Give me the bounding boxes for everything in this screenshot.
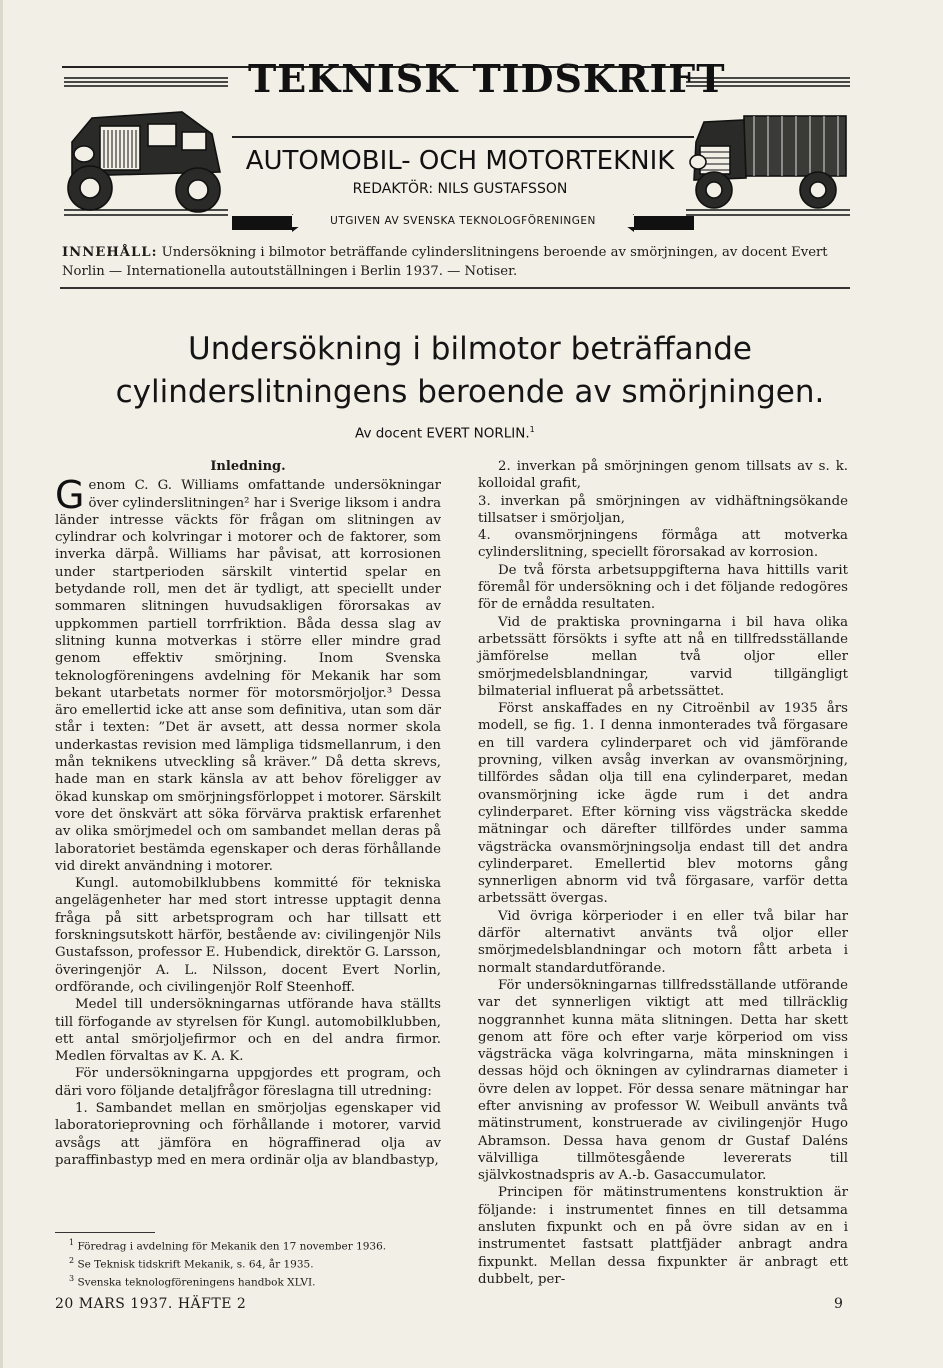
publisher-text: UTGIVEN AV SVENSKA TEKNOLOGFÖRENINGEN [292,215,634,227]
footnote [55,1236,441,1254]
paragraph: Principen för mätinstrumentens konstruktion är följande: i instrumentet finnes en till detsamma ansluten fixpunkt och en på övre sidan av en i instrumentet fastsatt plattfjäder anbragt andra fixpunkt. Mellan dessa fixpunkter är anbragt ett dubbelt, per- [478,1185,848,1287]
truck-illustration [684,72,852,220]
journal-title: TEKNISK TIDSKRIFT [248,56,726,101]
footnote-number: 3 [69,1274,75,1283]
masthead-rule-mid [232,136,694,138]
contents-text: Undersökning i bilmotor beträffande cylinderslitningens beroende av smörjningen, av docent Evert Norlin — Internationella autoutställningen i Berlin 1937. — Notiser. [62,245,828,279]
drop-cap: G [55,473,85,518]
contents-rule [60,287,850,289]
footnote-rule [55,1232,155,1233]
paragraph: För undersökningarna uppgjordes ett program, och däri voro följande detaljfrågor föreslagna till utredning: [55,1066,441,1099]
paragraph: Kungl. automobilklubbens kommitté för tekniska angelägenheter har med stort intresse upptagit denna fråga på sitt arbetsprogram och har tillsatt ett forskningsutskott härför, bestående av: civilingenjör Nils Gustafsson, professor E. Hubendick, direktör G. Larsson, överingenjör A. L. Nilsson, docent Evert Norlin, ordförande, och civilingenjör Rolf Steenhoff. [55,876,441,995]
paragraph: För undersökningarnas tillfredsställande utförande var det synnerligen viktigt att med tillräcklig noggrannhet kunna mäta slitningen. Detta har skett genom att före och efter varje körperiod om viss vägsträcka väga kolvringarna, mäta minskningen i dessas höjd och ökningen av cylindrarnas diameter i övre delen av loppet. För dessa senare mätningar har efter anvisning av professor W. Weibull använts två mätinstrument, konstruerade av civilingenjör Hugo Abramson. Dessa hava genom dr Gustaf Daléns välvilliga tillmötesgående levererats till självkostnadspris av A.-b. Gasaccumulator. [478,977,848,1184]
footnote-number: 1 [69,1238,75,1247]
footnote-text: Svenska teknologföreningens handbok XLVI. [77,1276,316,1289]
footnote [55,1254,441,1272]
page-number: 9 [834,1296,843,1312]
byline-footnote-mark: 1 [529,425,535,434]
footnote-text: Se Teknisk tidskrift Mekanik, s. 64, år 1935. [77,1258,314,1271]
footnote-text: Föredrag i avdelning för Mekanik den 17 november 1936. [77,1240,387,1253]
section-heading: Inledning. [210,459,286,474]
footnotes [55,1236,441,1290]
car-illustration [62,72,230,220]
issue-info: 20 MARS 1937. HÄFTE 2 [55,1296,247,1312]
paragraph: Vid de praktiska provningarna i bil hava olika arbetssätt försökts i syfte att nå en tillfredsställande jämförelse mellan två oljor eller smörjmedelsblandningar, varvid tillgängligt bilmaterial influerat på arbetssättet. [478,614,848,699]
paragraph: 4. ovansmörjningens förmåga att motverka cylinderslitning, speciellt förorsakad av korrosion. [478,528,848,561]
article-title: Undersökning i bilmotor beträffande cylinderslitningens beroende av smörjningen. [115,331,825,410]
paragraph: Medel till undersökningarnas utförande hava ställts till förfogande av styrelsen för Kungl. automobilklubben, ett antal smörjoljefirmor och en del andra firmor. Medlen förvaltas av K. A. K. [55,997,441,1065]
table-of-contents [62,243,852,281]
publisher-band [232,214,694,232]
left-column [55,458,441,1169]
paragraph: 1. Sambandet mellan en smörjoljas egenskaper vid laboratorieprovning och förhållande i motorer, varvid avsågs att jämföra en högraffinerad olja av paraffinbastyp med en mera ordinär olja av blandbastyp, [55,1100,441,1168]
article-byline [355,425,555,442]
paragraph: 2. inverkan på smörjningen genom tillsats av s. k. kolloidal grafit, [478,459,848,492]
paragraph: Vid övriga körperioder i en eller två bilar har därför alternativt använts två oljor eller smörjmedelsblandningar och motorn fått arbeta i normalt standardutförande. [478,908,848,976]
right-column [478,458,848,1288]
journal-subtitle: AUTOMOBIL- OCH MOTORTEKNIK [245,146,675,176]
byline-text: Av docent EVERT NORLIN. [355,425,530,442]
paragraph [55,473,441,875]
footnote [55,1272,441,1290]
footnote-number: 2 [69,1256,75,1265]
paragraph-text: enom C. G. Williams omfattande undersökningar över cylinderslitningen² har i Sverige liksom i andra länder intresse väckts för frågan om slitningen av cylindrar och kolvringar i motorer och de faktorer, som inverka därpå. Williams har påvisat, att korrosionen under startperioden särskilt vintertid spelar en betydande roll, men det är tydligt, att speciellt under sommaren slitningen huvudsakligen förorsakas av uppkommen partiell torrfriktion. Båda dessa slag av slitning kunna motverkas i större eller mindre grad genom effektiv smörjning. Inom Svenska teknologföreningens avdelning för Mekanik har som bekant utarbetats normer för motorsmörjoljor.³ Dessa äro emellertid icke att anse som definitiva, utan som där står i texten: ”Det är avsett, att dessa normer skola underkastas revision med lämpliga tidsmellanrum, i den mån teknikens utveckling så kräver.” Då detta skrevs, hade man en stark känsla av att behov föreligger av ökad kunskap om smörjningsförloppet i motorer. Särskilt vore det önskvärt att söka förvärva praktisk erfarenhet av olika smörjmedel och om sambandet mellan deras på laboratoriet bestämda egenskaper och deras förhållande vid direkt användning i motorer. [55,478,441,874]
paragraph: De två första arbetsuppgifterna hava hittills varit föremål för undersökning och i det följande redogöres för de ernådda resultaten. [478,562,848,613]
paragraph: 3. inverkan på smörjningen av vidhäftningsökande tillsatser i smörjoljan, [478,493,848,526]
paragraph: Först anskaffades en ny Citroënbil av 1935 års modell, se fig. 1. I denna inmonterades två förgasare en till vardera cylinderparet och vid jämförande provning, vilken avsåg inverkan av ovansmörjning, tillfördes sådan olja till ena cylinderparet, medan ovansmörjning icke ägde rum i det andra cylinderparet. Efter körning viss vägsträcka skedde mätningar och därefter tillfördes under samma vägsträcka ovansmörjningsolja endast till det andra cylinderparet. Emellertid blev motorns gång synnerligen abnorm vid två förgasare, varför detta arbetssätt övergas. [478,701,848,907]
editor-line: REDAKTÖR: NILS GUSTAFSSON [352,181,568,197]
contents-label: INNEHÅLL: [62,245,158,260]
